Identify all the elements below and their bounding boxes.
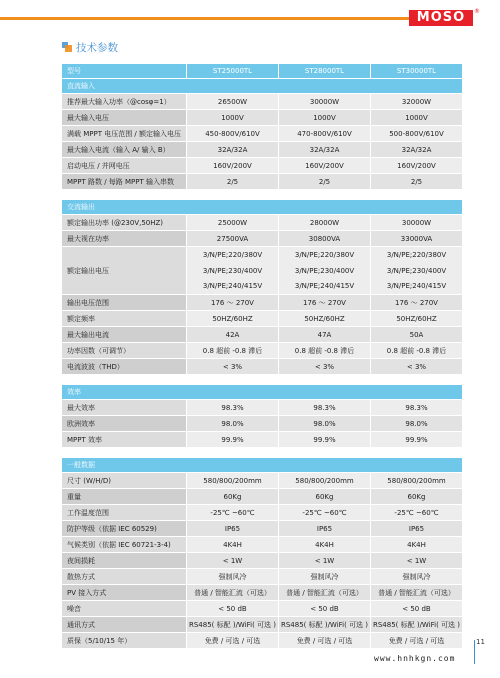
table-row (62, 215, 462, 231)
row-value: 50A (370, 327, 462, 342)
row-value: < 1W (278, 553, 370, 568)
row-label: 质保（5/10/15 年） (62, 633, 186, 648)
row-label: 启动电压 / 并网电压 (62, 158, 186, 173)
row-value: < 3% (186, 359, 278, 374)
table-row (62, 553, 462, 569)
row-label: 最大效率 (62, 400, 186, 415)
row-label: 夜间损耗 (62, 553, 186, 568)
row-value: RS485( 标配 )/WiFi( 可选 ) (186, 617, 278, 632)
spec-table (62, 64, 462, 649)
table-row (62, 585, 462, 601)
row-value: 50HZ/60HZ (370, 311, 462, 326)
row-value: 30000W (278, 94, 370, 109)
row-value: 580/800/200mm (370, 473, 462, 488)
row-value: 强制风冷 (278, 569, 370, 584)
row-value: 32A/32A (278, 142, 370, 157)
row-value: 500-800V/610V (370, 126, 462, 141)
row-value: 4K4H (278, 537, 370, 552)
row-label: 散热方式 (62, 569, 186, 584)
row-value: 32000W (370, 94, 462, 109)
row-value: 3/N/PE;220/380V (386, 250, 447, 259)
row-value: 42A (186, 327, 278, 342)
row-label: PV 接入方式 (62, 585, 186, 600)
row-value: < 3% (278, 359, 370, 374)
row-value: 176 ～ 270V (278, 295, 370, 310)
row-value: 4K4H (370, 537, 462, 552)
row-value: 176 ～ 270V (370, 295, 462, 310)
row-value: 99.9% (370, 432, 462, 447)
row-value: 32A/32A (370, 142, 462, 157)
table-row (62, 432, 462, 448)
row-value: < 1W (370, 553, 462, 568)
accent-line (0, 17, 410, 20)
row-label: 输出电压范围 (62, 295, 186, 310)
row-value-column (278, 247, 370, 294)
table-row (62, 473, 462, 489)
row-value: 98.3% (278, 400, 370, 415)
row-value: 33000VA (370, 231, 462, 246)
row-value: -25℃ ~60℃ (186, 505, 278, 520)
row-value: < 3% (370, 359, 462, 374)
row-value: 2/5 (278, 174, 370, 189)
table-row (62, 158, 462, 174)
row-value: 4K4H (186, 537, 278, 552)
header-model: ST28000TL (278, 64, 370, 78)
row-value: < 1W (186, 553, 278, 568)
row-value: < 50 dB (278, 601, 370, 616)
table-row (62, 569, 462, 585)
page-number: 11 (476, 638, 485, 646)
row-label: 通讯方式 (62, 617, 186, 632)
row-value: 26500W (186, 94, 278, 109)
row-value: 免费 / 可选 / 可选 (186, 633, 278, 648)
table-row (62, 521, 462, 537)
table-row (62, 343, 462, 359)
table-row (62, 142, 462, 158)
registered-mark: ® (474, 8, 480, 15)
row-label: 最大输入电压 (62, 110, 186, 125)
group-gap (62, 375, 462, 385)
header-model: ST25000TL (186, 64, 278, 78)
row-value-column (186, 247, 278, 294)
row-value: IP65 (370, 521, 462, 536)
row-label: 尺寸 (W/H/D) (62, 473, 186, 488)
row-value: 160V/200V (370, 158, 462, 173)
row-value: 强制风冷 (370, 569, 462, 584)
row-value: 98.0% (186, 416, 278, 431)
row-value: 免费 / 可选 / 可选 (370, 633, 462, 648)
row-value: 176 ～ 270V (186, 295, 278, 310)
section-title (62, 40, 118, 54)
row-value: 30800VA (278, 231, 370, 246)
table-row (62, 311, 462, 327)
row-value: 25000W (186, 215, 278, 230)
row-value: 28000W (278, 215, 370, 230)
group-gap (62, 448, 462, 458)
row-value: 99.9% (186, 432, 278, 447)
brand-logo: MOSO (409, 10, 473, 26)
row-value: RS485( 标配 )/WiFi( 可选 ) (278, 617, 370, 632)
table-row (62, 359, 462, 375)
row-value: 1000V (278, 110, 370, 125)
row-value: 1000V (186, 110, 278, 125)
table-row-multiline (62, 247, 462, 295)
row-value: 50HZ/60HZ (278, 311, 370, 326)
row-label: 最大输入电流（输入 A/ 输入 B） (62, 142, 186, 157)
row-label: 额定频率 (62, 311, 186, 326)
row-label: 推荐最大输入功率（@cosφ=1） (62, 94, 186, 109)
row-value: 32A/32A (186, 142, 278, 157)
row-value: 3/N/PE;220/380V (202, 250, 263, 259)
table-row (62, 327, 462, 343)
row-value: 27500VA (186, 231, 278, 246)
row-value: 98.3% (186, 400, 278, 415)
table-row (62, 110, 462, 126)
row-value: 免费 / 可选 / 可选 (278, 633, 370, 648)
table-row (62, 295, 462, 311)
table-row (62, 601, 462, 617)
row-value: 3/N/PE;220/380V (294, 250, 355, 259)
row-label: 额定输出功率 (@230V,50HZ) (62, 215, 186, 230)
row-value-column (370, 247, 462, 294)
row-label: 噪音 (62, 601, 186, 616)
table-row (62, 400, 462, 416)
table-row (62, 489, 462, 505)
row-value: IP65 (278, 521, 370, 536)
row-value: 47A (278, 327, 370, 342)
website-url: www.hnhkgn.com (374, 654, 456, 663)
group-header: 直流输入 (62, 79, 462, 94)
row-label: 气候类别（依据 IEC 60721-3-4) (62, 537, 186, 552)
row-value: -25℃ ~60℃ (370, 505, 462, 520)
row-value: 580/800/200mm (278, 473, 370, 488)
table-row (62, 537, 462, 553)
row-value: 2/5 (186, 174, 278, 189)
row-value: 强制风冷 (186, 569, 278, 584)
row-value: 98.0% (278, 416, 370, 431)
row-value: 470-800V/610V (278, 126, 370, 141)
table-row (62, 231, 462, 247)
table-row (62, 174, 462, 190)
row-value: 0.8 超前 -0.8 滞后 (186, 343, 278, 358)
group-header: 效率 (62, 385, 462, 400)
row-value: 30000W (370, 215, 462, 230)
group-gap (62, 190, 462, 200)
section-icon (62, 42, 72, 52)
row-label: 最大输出电流 (62, 327, 186, 342)
row-value: 普通 / 智能汇流（可选） (186, 585, 278, 600)
row-value: 60Kg (278, 489, 370, 504)
row-value: 普通 / 智能汇流（可选） (370, 585, 462, 600)
row-value: -25℃ ~60℃ (278, 505, 370, 520)
page-number-divider (474, 640, 475, 664)
row-value: 98.3% (370, 400, 462, 415)
row-value: 1000V (370, 110, 462, 125)
row-label: 最大视在功率 (62, 231, 186, 246)
row-label: 防护等级（依据 IEC 60529) (62, 521, 186, 536)
row-value: 3/N/PE;230/400V (294, 266, 355, 275)
row-value: 160V/200V (186, 158, 278, 173)
row-value: 2/5 (370, 174, 462, 189)
row-value: 3/N/PE;240/415V (202, 282, 263, 291)
row-value: 580/800/200mm (186, 473, 278, 488)
row-label: 电流波波（THD） (62, 359, 186, 374)
row-label: 额定输出电压 (62, 247, 186, 294)
row-value: 0.8 超前 -0.8 滞后 (370, 343, 462, 358)
row-value: 60Kg (370, 489, 462, 504)
row-value: 普通 / 智能汇流（可选） (278, 585, 370, 600)
group-header: 一般数据 (62, 458, 462, 473)
row-value: 50HZ/60HZ (186, 311, 278, 326)
row-value: 3/N/PE;230/400V (386, 266, 447, 275)
row-label: 功率因数（可调节） (62, 343, 186, 358)
header-label: 型号 (62, 64, 186, 78)
row-label: 工作温度范围 (62, 505, 186, 520)
table-row (62, 505, 462, 521)
row-label: 满载 MPPT 电压范围 / 额定输入电压 (62, 126, 186, 141)
row-label: 重量 (62, 489, 186, 504)
row-value: 3/N/PE;240/415V (386, 282, 447, 291)
table-header-row (62, 64, 462, 79)
table-row (62, 94, 462, 110)
table-row (62, 126, 462, 142)
row-value: 99.9% (278, 432, 370, 447)
table-row (62, 617, 462, 633)
top-bar (0, 10, 500, 26)
row-value: < 50 dB (370, 601, 462, 616)
table-row (62, 416, 462, 432)
row-label: MPPT 效率 (62, 432, 186, 447)
row-value: 3/N/PE;230/400V (202, 266, 263, 275)
row-value: 0.8 超前 -0.8 滞后 (278, 343, 370, 358)
group-header: 交流输出 (62, 200, 462, 215)
row-label: MPPT 路数 / 每路 MPPT 输入串数 (62, 174, 186, 189)
row-value: IP65 (186, 521, 278, 536)
row-value: 60Kg (186, 489, 278, 504)
row-value: 98.0% (370, 416, 462, 431)
row-value: 160V/200V (278, 158, 370, 173)
row-label: 欧洲效率 (62, 416, 186, 431)
section-title-text: 技术参数 (76, 41, 118, 54)
header-model: ST30000TL (370, 64, 462, 78)
row-value: 450-800V/610V (186, 126, 278, 141)
row-value: 3/N/PE;240/415V (294, 282, 355, 291)
row-value: < 50 dB (186, 601, 278, 616)
row-value: RS485( 标配 )/WiFi( 可选 ) (370, 617, 462, 632)
table-row (62, 633, 462, 649)
